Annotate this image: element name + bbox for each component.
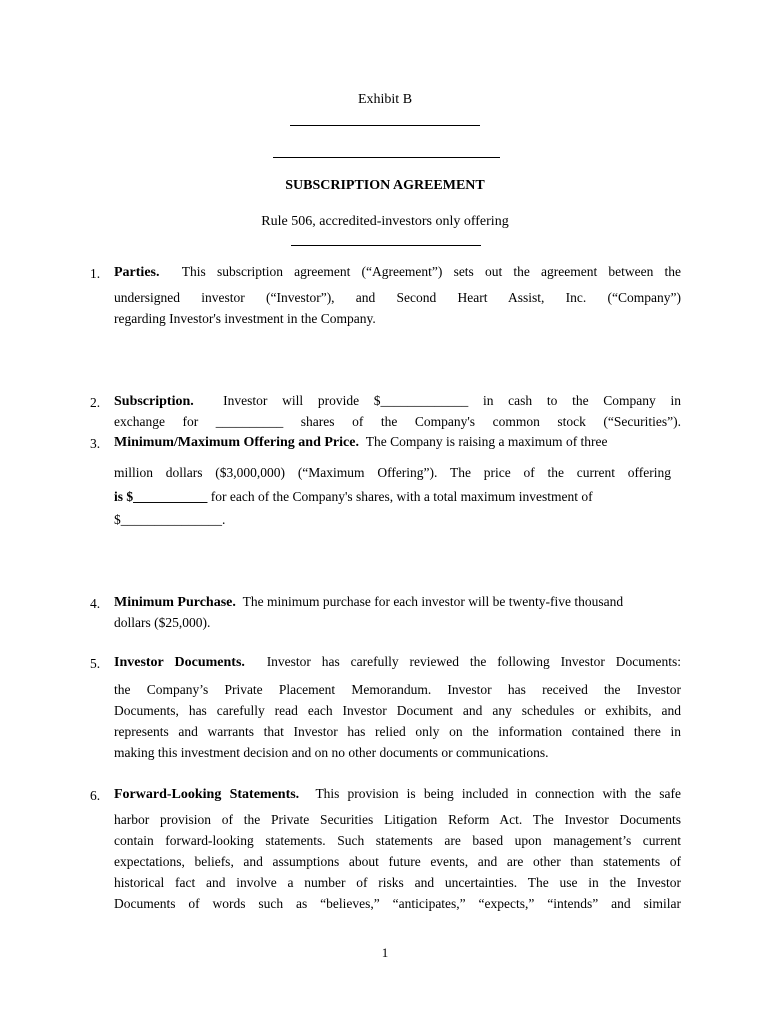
section-line: Documents of words such as “believes,” “anticipates,” “expects,” “intends” and similar bbox=[114, 896, 681, 911]
exhibit-label: Exhibit B bbox=[357, 92, 413, 107]
section-line: Investor Documents. Investor has carefully reviewed the following Investor Documents: bbox=[114, 654, 682, 670]
section-number: 3. bbox=[90, 436, 101, 451]
section-line: making this investment decision and on no other documents or communications. bbox=[114, 745, 549, 760]
section-line: undersigned investor (“Investor”), and Second Heart Assist, Inc. (“Company”) bbox=[114, 290, 681, 305]
section-line: historical fact and involve a number of risks and uncertainties. The use in the Investor bbox=[114, 875, 681, 890]
section-number: 4. bbox=[90, 596, 101, 611]
section-number: 2. bbox=[90, 395, 101, 410]
section-line: the Company’s Private Placement Memorandum. Investor has received the Investor bbox=[114, 682, 681, 697]
section-line: expectations, beliefs, and assumptions about future events, and are other than statements of bbox=[114, 854, 681, 869]
section-line: $_______________. bbox=[114, 512, 226, 527]
document-subtitle: Rule 506, accredited-investors only offering bbox=[261, 214, 509, 229]
section-line: million dollars ($3,000,000) (“Maximum Offering”). The price of the current offering bbox=[114, 465, 671, 480]
page-number: 1 bbox=[381, 945, 389, 960]
section-heading: Forward-Looking Statements. bbox=[114, 787, 300, 802]
section-heading: Minimum/Maximum Offering and Price. bbox=[114, 435, 359, 450]
section-line: Forward-Looking Statements. This provision is being included in connection with the safe bbox=[114, 786, 681, 802]
section-heading: Parties. bbox=[114, 265, 160, 280]
name-line bbox=[273, 157, 500, 158]
section-line: Subscription. Investor will provide $_____________ in cash to the Company in bbox=[114, 393, 681, 409]
section-heading: Subscription. bbox=[114, 394, 194, 409]
section-number: 5. bbox=[90, 656, 101, 671]
document-title: SUBSCRIPTION AGREEMENT bbox=[285, 178, 485, 193]
section-line: Documents, has carefully read each Investor Document and any schedules or exhibits, and bbox=[114, 703, 681, 718]
section-heading: Investor Documents. bbox=[114, 655, 245, 670]
section-number: 6. bbox=[90, 788, 101, 803]
price-field: is $___________ bbox=[114, 489, 208, 504]
section-line: is $___________ for each of the Company's shares, with a total maximum investment of bbox=[114, 489, 593, 504]
section-line: Minimum Purchase. The minimum purchase for each investor will be twenty-five thousand bbox=[114, 594, 624, 610]
section-line: Parties. This subscription agreement (“Agreement”) sets out the agreement between the bbox=[114, 264, 682, 280]
section-line: harbor provision of the Private Securities Litigation Reform Act. The Investor Documents bbox=[114, 812, 681, 827]
section-line: regarding Investor's investment in the Company. bbox=[114, 311, 376, 326]
section-line: contain forward-looking statements. Such statements are based upon management’s current bbox=[114, 833, 681, 848]
section-line: Minimum/Maximum Offering and Price. The Company is raising a maximum of three bbox=[114, 434, 608, 450]
section-heading: Minimum Purchase. bbox=[114, 595, 236, 610]
section-line: dollars ($25,000). bbox=[114, 615, 211, 630]
section-number: 1. bbox=[90, 266, 101, 281]
subtitle-rule bbox=[291, 245, 481, 246]
signature-line bbox=[290, 125, 480, 126]
section-line: exchange for __________ shares of the Company's common stock (“Securities”). bbox=[114, 414, 681, 429]
section-line: represents and warrants that Investor has relied only on the information contained there in bbox=[114, 724, 681, 739]
